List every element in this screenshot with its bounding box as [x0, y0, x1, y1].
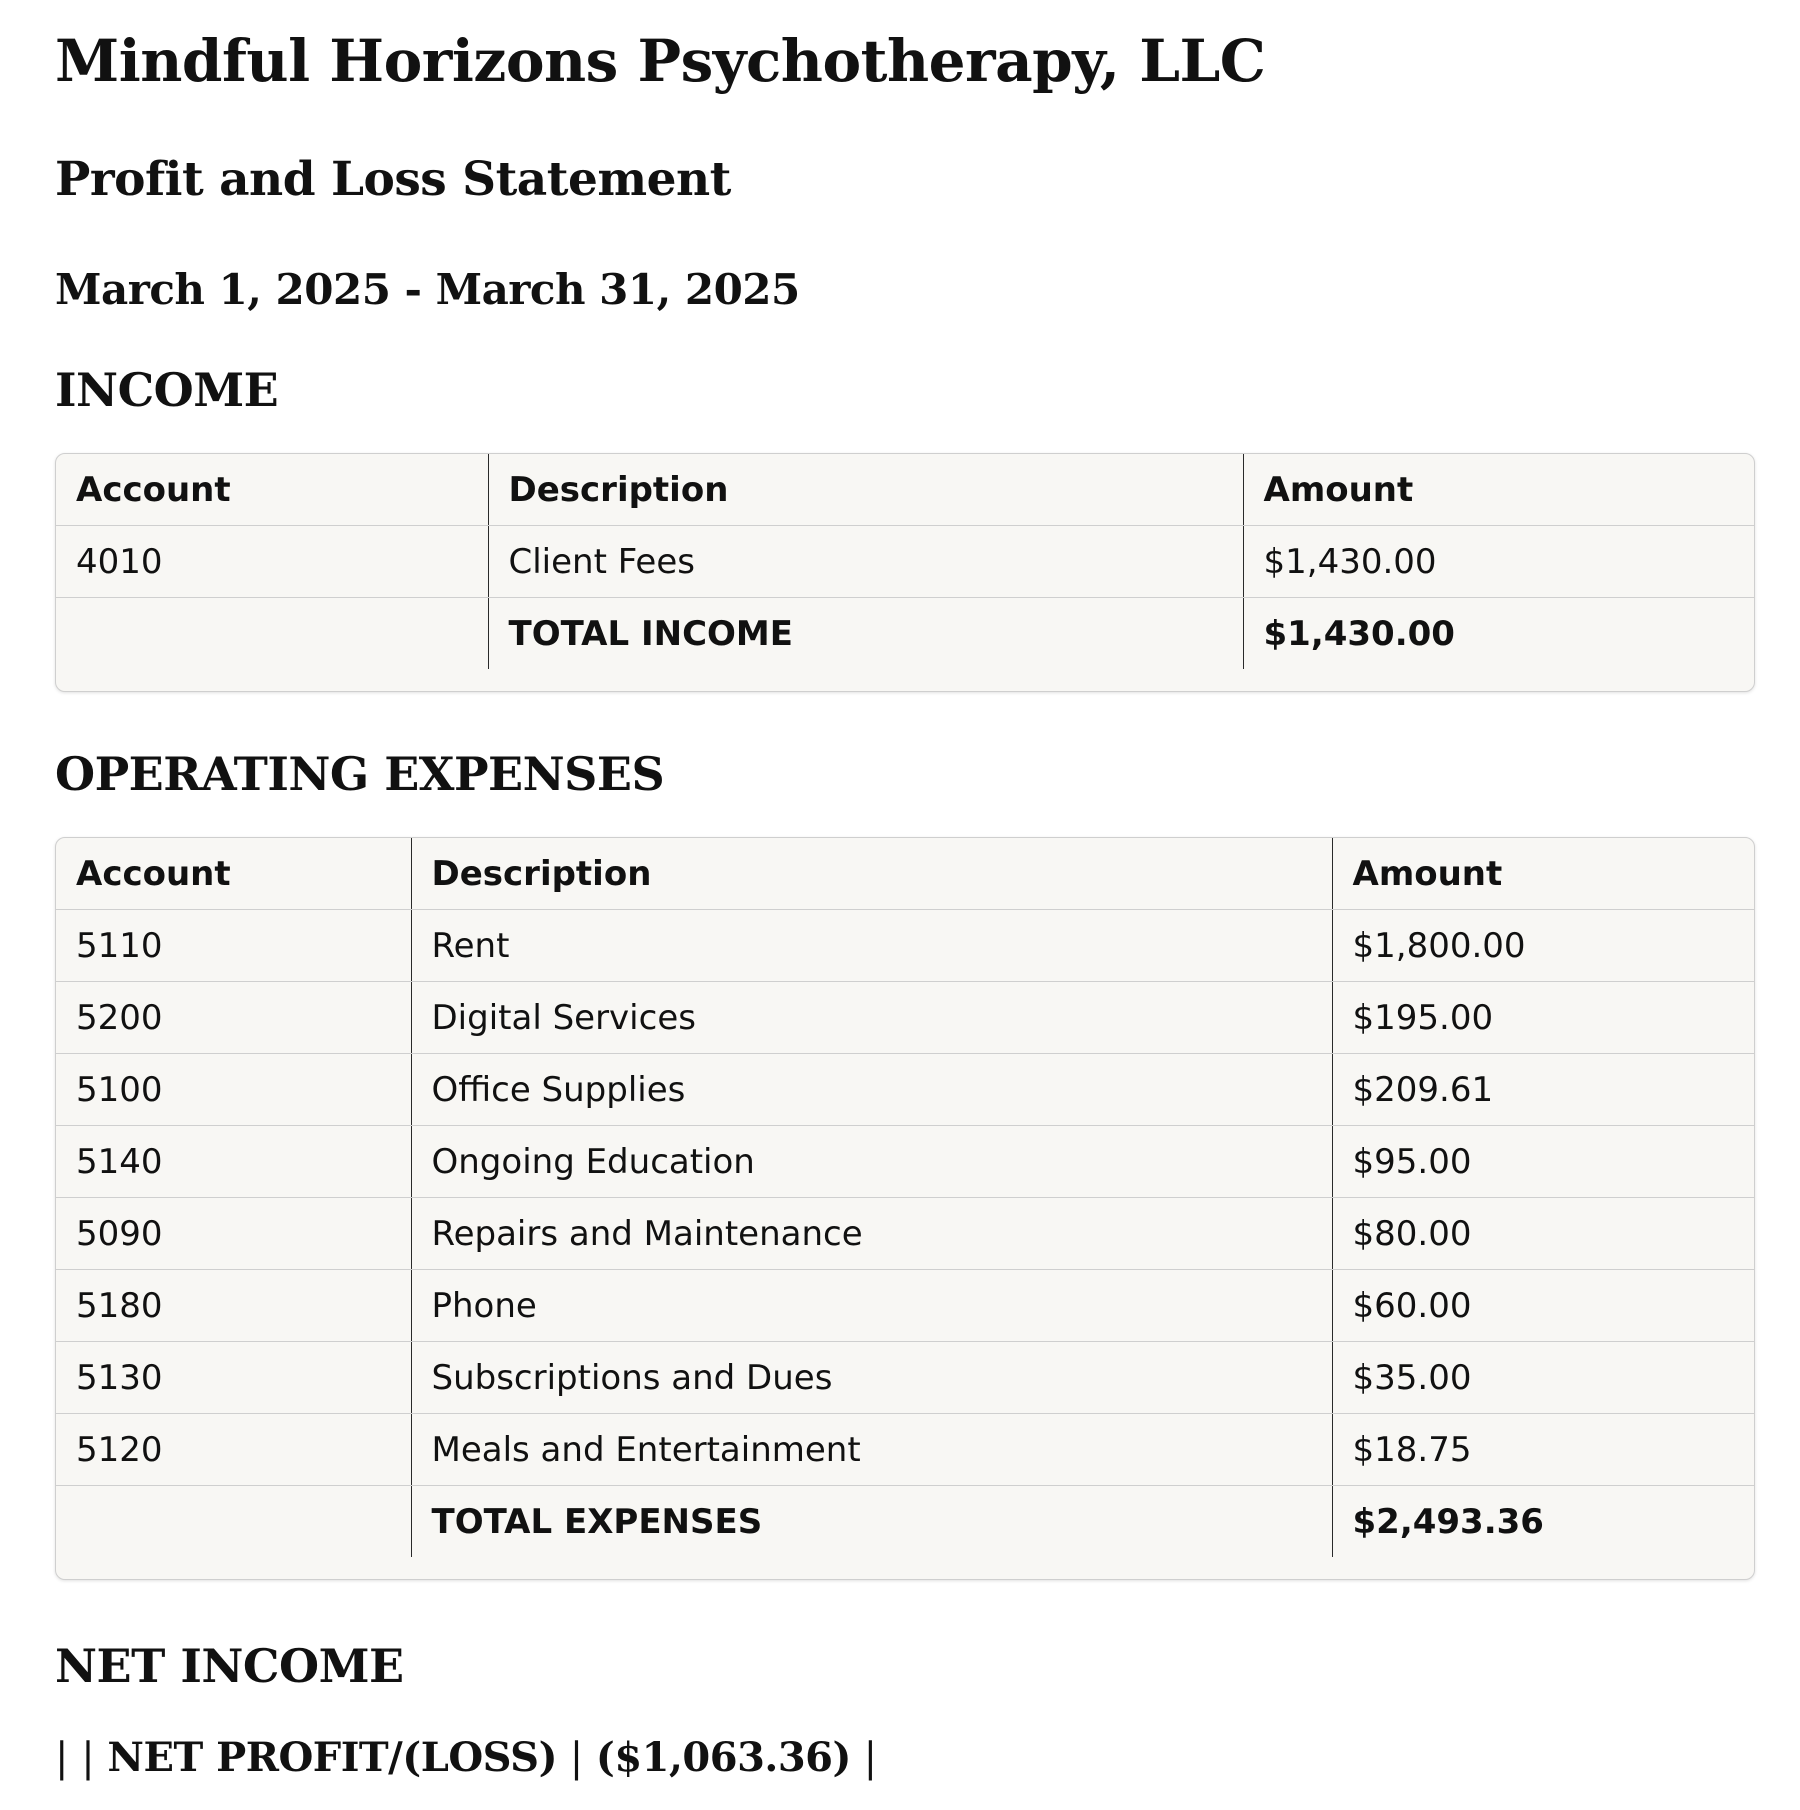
account-cell: 5100 [56, 1054, 411, 1126]
description-cell: Office Supplies [411, 1054, 1332, 1126]
description-cell: Repairs and Maintenance [411, 1198, 1332, 1270]
table-row [56, 1342, 1754, 1414]
account-cell: 5130 [56, 1342, 411, 1414]
amount-cell: $18.75 [1332, 1414, 1754, 1486]
company-name: Mindful Horizons Psychotherapy, LLC [55, 27, 1266, 95]
amount-cell: $95.00 [1332, 1126, 1754, 1198]
statement-period: March 1, 2025 - March 31, 2025 [55, 265, 800, 314]
column-header-account: Account [56, 838, 411, 910]
column-header-description: Description [411, 838, 1332, 910]
description-cell: Client Fees [488, 526, 1243, 598]
net-income-heading: NET INCOME [55, 1639, 404, 1693]
expenses-total-row [56, 1486, 1754, 1558]
net-profit-line [55, 1730, 877, 1786]
amount-cell: $35.00 [1332, 1342, 1754, 1414]
account-cell: 5140 [56, 1126, 411, 1198]
table-row [56, 1270, 1754, 1342]
expenses-header-row [56, 838, 1754, 910]
expenses-heading: OPERATING EXPENSES [55, 747, 665, 801]
table-pipe: | | [55, 1735, 108, 1781]
expenses-table [56, 838, 1754, 1557]
description-cell: Digital Services [411, 982, 1332, 1054]
column-header-amount: Amount [1332, 838, 1754, 910]
table-row [56, 1126, 1754, 1198]
table-row [56, 1054, 1754, 1126]
column-header-amount: Amount [1243, 454, 1754, 526]
description-cell: Phone [411, 1270, 1332, 1342]
total-income-label: TOTAL INCOME [488, 598, 1243, 670]
total-expenses-amount: $2,493.36 [1332, 1486, 1754, 1558]
account-cell: 5200 [56, 982, 411, 1054]
table-pipe: | [557, 1735, 596, 1781]
table-pipe: | [850, 1735, 878, 1781]
account-cell [56, 1486, 411, 1558]
net-profit-amount: ($1,063.36) [595, 1734, 851, 1781]
table-row [56, 910, 1754, 982]
description-cell: Meals and Entertainment [411, 1414, 1332, 1486]
table-row [56, 526, 1754, 598]
description-cell: Rent [411, 910, 1332, 982]
column-header-description: Description [488, 454, 1243, 526]
account-cell: 5110 [56, 910, 411, 982]
account-cell: 5090 [56, 1198, 411, 1270]
amount-cell: $60.00 [1332, 1270, 1754, 1342]
total-income-amount: $1,430.00 [1243, 598, 1754, 670]
account-cell: 4010 [56, 526, 488, 598]
description-cell: Ongoing Education [411, 1126, 1332, 1198]
column-header-account: Account [56, 454, 488, 526]
account-cell: 5120 [56, 1414, 411, 1486]
account-cell: 5180 [56, 1270, 411, 1342]
statement-title: Profit and Loss Statement [55, 152, 731, 207]
income-table [56, 454, 1754, 669]
amount-cell: $1,800.00 [1332, 910, 1754, 982]
amount-cell: $1,430.00 [1243, 526, 1754, 598]
account-cell [56, 598, 488, 670]
income-total-row [56, 598, 1754, 670]
table-row [56, 1414, 1754, 1486]
description-cell: Subscriptions and Dues [411, 1342, 1332, 1414]
amount-cell: $195.00 [1332, 982, 1754, 1054]
amount-cell: $209.61 [1332, 1054, 1754, 1126]
total-expenses-label: TOTAL EXPENSES [411, 1486, 1332, 1558]
income-table-container [55, 453, 1755, 692]
expenses-table-container [55, 837, 1755, 1580]
table-row [56, 982, 1754, 1054]
income-header-row [56, 454, 1754, 526]
amount-cell: $80.00 [1332, 1198, 1754, 1270]
table-row [56, 1198, 1754, 1270]
net-profit-label: NET PROFIT/(LOSS) [107, 1734, 557, 1781]
income-heading: INCOME [55, 363, 279, 417]
